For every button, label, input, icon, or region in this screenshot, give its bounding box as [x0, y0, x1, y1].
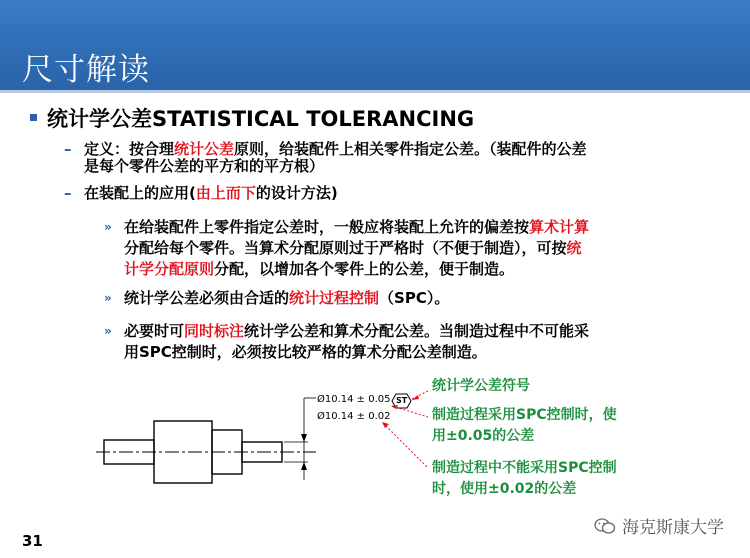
annotation-spc: [432, 405, 617, 447]
dimension-label-1: Ø10.14 ± 0.05: [317, 394, 391, 405]
chevron-bullet-icon: »: [104, 324, 112, 338]
application-text-2: 的设计方法): [255, 184, 338, 202]
dimension-arrow-bottom: [301, 462, 307, 470]
dash-bullet-icon: –: [64, 140, 72, 158]
sub3-text-3: 用SPC控制时，必须按比较严格的算术分配公差制造。: [124, 343, 487, 361]
slide-title: 尺寸解读: [22, 52, 150, 88]
watermark-text: 海克斯康大学: [622, 518, 724, 538]
sub1-text-1: 在给装配件上零件指定公差时，一般应将装配上允许的偏差按: [124, 218, 530, 236]
arrow-head-icon: [382, 422, 389, 428]
annotation-no-spc-line2: 时，使用±0.02的公差: [432, 481, 577, 497]
arrow-dim1: [392, 406, 428, 417]
sub1-text-3: 分配，以增加各个零件上的公差，便于制造。: [214, 260, 515, 278]
definition-text-3: 是每个零件公差的平方和的平方根）: [84, 157, 325, 175]
chevron-bullet-icon: »: [104, 220, 112, 234]
sub2-text-2: （SPC）。: [379, 289, 450, 307]
sub2-highlight: 统计过程控制: [289, 289, 380, 307]
sub3-highlight: 同时标注: [184, 322, 245, 340]
sub1-text-2: 分配给每个零件。当算术分配原则过于严格时（不便于制造），可按: [124, 239, 567, 257]
annotation-no-spc-line1: 制造过程中不能采用SPC控制: [432, 460, 617, 476]
annotation-spc-line2: 用±0.05的公差: [432, 428, 535, 444]
arrow-st-symbol: [412, 391, 428, 399]
st-symbol-label: ST: [396, 396, 408, 405]
sub1-highlight-1: 算术计算: [529, 218, 590, 236]
sub1-highlight-2: 统: [566, 239, 582, 257]
annotation-spc-line1: 制造过程采用SPC控制时，使: [432, 407, 617, 423]
sub3-text-2: 统计学公差和算术分配公差。当制造过程中不可能采: [244, 322, 590, 340]
sub2-text-1: 统计学公差必须由合适的: [124, 289, 290, 307]
heading-text: 统计学公差STATISTICAL TOLERANCING: [47, 107, 475, 131]
sub3-text-1: 必要时可: [124, 322, 185, 340]
dimension-label-2: Ø10.14 ± 0.02: [317, 411, 391, 422]
arrow-dim2: [383, 423, 428, 468]
definition-highlight: 统计公差: [174, 140, 235, 158]
arrow-head-icon: [412, 395, 419, 400]
sub1-highlight-3: 计学分配原则: [124, 260, 215, 278]
watermark: [594, 513, 724, 538]
annotation-st-symbol: 统计学公差符号: [432, 378, 530, 394]
application-highlight: 由上而下: [195, 184, 256, 202]
definition-text-2: 原则，给装配件上相关零件指定公差。（装配件的公差: [234, 140, 587, 158]
chevron-bullet-icon: »: [104, 291, 112, 305]
dash-bullet-icon: –: [64, 184, 72, 202]
definition-text-1: 定义：按合理: [84, 140, 175, 158]
application-text-1: 在装配上的应用(: [84, 184, 196, 202]
wechat-icon: [594, 517, 616, 535]
annotation-no-spc: [432, 458, 617, 500]
page-number: 31: [22, 532, 43, 550]
dimension-arrow-top: [301, 434, 307, 442]
